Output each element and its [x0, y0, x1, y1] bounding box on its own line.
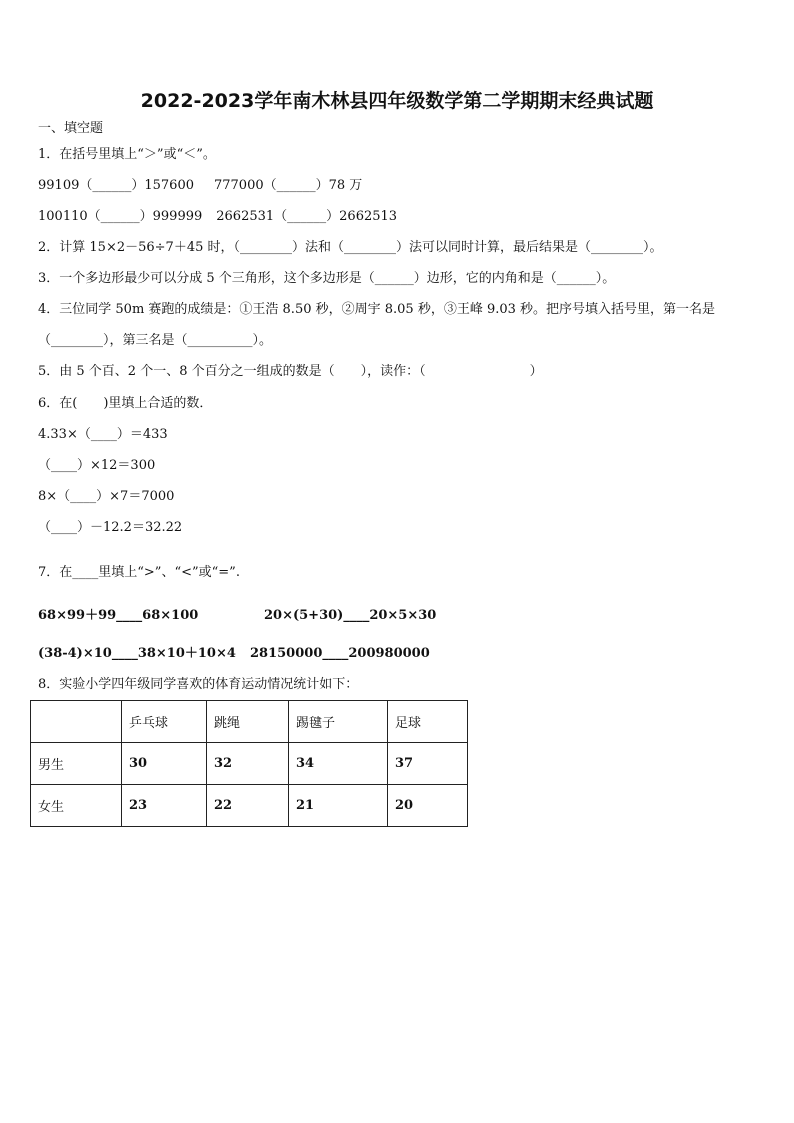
- table-cell: 37: [388, 743, 468, 785]
- table-header-cell: 足球: [388, 701, 468, 743]
- question-6-stem: 6．在( )里填上合适的数．: [38, 396, 213, 411]
- question-6-expr-1: 4.33×（____）＝433: [38, 427, 168, 442]
- table-cell: 22: [207, 785, 289, 827]
- question-2: 2．计算 15×2－56÷7＋45 时，（________）法和（________）法可以同时计算，最后结果是（________）。: [38, 240, 663, 255]
- table-cell: 34: [289, 743, 388, 785]
- table-cell: 21: [289, 785, 388, 827]
- table-header-cell: 踢毽子: [289, 701, 388, 743]
- compare-item: 20×(5+30)____20×5×30: [264, 608, 437, 623]
- table-row: [31, 785, 468, 827]
- table-header-cell: 跳绳: [207, 701, 289, 743]
- question-1-row-1: [38, 178, 362, 194]
- question-5: 5．由 5 个百、2 个一、8 个百分之一组成的数是（ ），读作：（ ）: [38, 364, 543, 379]
- question-4-line-1: 4．三位同学 50m 赛跑的成绩是：①王浩 8.50 秒，②周宇 8.05 秒，③王峰 9.03 秒。把序号填入括号里，第一名是: [38, 302, 716, 317]
- compare-item: 2662531（______）2662513: [216, 209, 398, 224]
- table-cell: 20: [388, 785, 468, 827]
- table-cell: 32: [207, 743, 289, 785]
- question-1-stem: 1．在括号里填上“＞”或“＜”。: [38, 147, 216, 162]
- question-3: 3．一个多边形最少可以分成 5 个三角形，这个多边形是（______）边形，它的内角和是（______）。: [38, 271, 616, 286]
- compare-item: (38-4)×10____38×10＋10×4: [38, 646, 236, 661]
- table-cell: 30: [122, 743, 207, 785]
- question-1-row-2: [38, 209, 397, 225]
- compare-item: 777000（______）78 万: [213, 178, 363, 193]
- table-cell: 23: [122, 785, 207, 827]
- table-header-row: [31, 701, 468, 743]
- question-4-line-2: （________），第三名是（__________）。: [38, 333, 273, 348]
- question-8-stem: 8．实验小学四年级同学喜欢的体育运动情况统计如下：: [38, 677, 359, 692]
- table-header-cell: [31, 701, 122, 743]
- question-7-row-2: [38, 646, 430, 662]
- table-row-label: 男生: [31, 743, 122, 785]
- question-6-expr-3: 8×（____）×7＝7000: [38, 489, 175, 504]
- compare-item: 68×99＋99____68×100: [38, 608, 199, 623]
- question-6-expr-4: （____）－12.2＝32.22: [38, 520, 183, 535]
- section-heading: 一、填空题: [38, 121, 104, 136]
- table-row: [31, 743, 468, 785]
- table-row-label: 女生: [31, 785, 122, 827]
- compare-item: 99109（______）157600: [38, 178, 194, 193]
- question-7-row-1: [38, 608, 436, 624]
- compare-item: 100110（______）999999: [38, 209, 203, 224]
- question-6-expr-2: （____）×12＝300: [38, 458, 156, 473]
- sports-stats-table: [30, 700, 468, 827]
- page-title: 2022-2023学年南木林县四年级数学第二学期期末经典试题: [140, 90, 654, 112]
- question-7-stem: 7．在____里填上“>”、“<”或“=”.: [38, 565, 240, 580]
- compare-item: 28150000____200980000: [250, 646, 430, 661]
- table-header-cell: 乒乓球: [122, 701, 207, 743]
